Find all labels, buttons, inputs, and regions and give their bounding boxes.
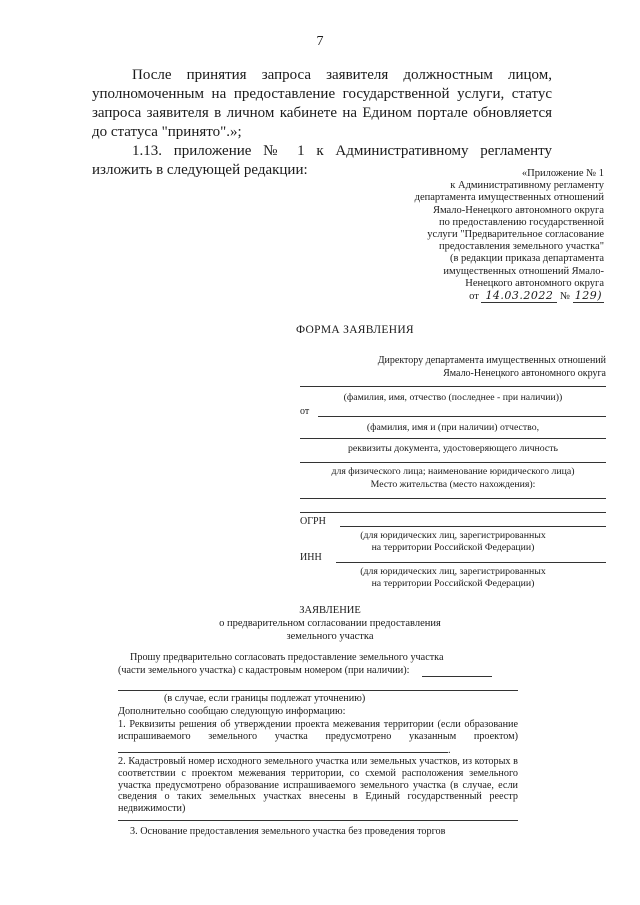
paragraph-text: После принятия запроса заявителя должностным лицом, уполномоченным на предоставление государственной услуги, статус запроса заявителя в личном кабинете на Едином портале обновляется до статуса "принято".»;: [92, 67, 552, 140]
residence-label: Место жительства (место нахождения):: [370, 479, 536, 490]
caption-fio: (фамилия, имя, отчество (последнее - при наличии)): [343, 392, 563, 403]
appendix-line: «Приложение № 1: [521, 168, 604, 179]
ogrn-field[interactable]: [340, 526, 606, 527]
statement-heading: [200, 604, 460, 643]
statement-subtitle: о предварительном согласовании предоставления: [219, 618, 441, 629]
appendix-line: Ненецкого автономного округа: [465, 277, 604, 289]
addressee-line: Ямало-Ненецкого автономного округа: [443, 368, 606, 379]
item-2-field[interactable]: [118, 820, 518, 821]
statement-title: ЗАЯВЛЕНИЕ: [299, 605, 361, 616]
statement-subtitle: земельного участка: [286, 631, 374, 642]
inn-label: ИНН: [300, 552, 322, 563]
cadastral-number-field[interactable]: [422, 676, 492, 677]
page-number: 7: [316, 34, 324, 49]
from-label: от: [300, 406, 310, 417]
appendix-header: [374, 168, 604, 303]
appendix-line: имущественных отношений Ямало-: [443, 265, 604, 277]
appendix-line: предоставления земельного участка": [439, 241, 604, 253]
appendix-date-line: от 14.03.2022 № 129): [469, 289, 602, 303]
residence-line-1[interactable]: [300, 498, 606, 499]
request-line-field[interactable]: [118, 690, 518, 691]
boundary-note: (в случае, если границы подлежат уточнению): [164, 693, 366, 704]
item-1-text: 1. Реквизиты решения об утверждении проекта межевания территории (если образование испрашиваемого земельного участка предусмотрено указанным проектом): [118, 719, 518, 742]
item-3: 3. Основание предоставления земельного участка без проведения торгов: [130, 826, 446, 837]
request-line-1: Прошу предварительно согласовать предоставление земельного участка: [130, 652, 444, 663]
appendix-line: услуги "Предварительное согласование: [427, 229, 604, 241]
item-2: [118, 756, 518, 815]
appendix-line: (в редакции приказа департамента: [449, 253, 604, 265]
caption-inn-1: (для юридических лиц, зарегистрированных: [360, 566, 546, 577]
appendix-line: Ямало-Ненецкого автономного округа: [432, 204, 604, 216]
appendix-line: департамента имущественных отношений: [414, 192, 604, 204]
caption-doc: реквизиты документа, удостоверяющего личность: [347, 443, 559, 454]
item-1: 1. Реквизиты решения об утверждении проекта межевания территории (если образование испрашиваемого земельного участка предусмотрено указанным проектом) .: [118, 719, 518, 756]
request-line-2: (части земельного участка) с кадастровым номером (при наличии):: [118, 665, 410, 676]
handwritten-number: 129): [574, 289, 602, 303]
item-1-field[interactable]: [118, 743, 448, 753]
caption-inn-2: на территории Российской Федерации): [371, 578, 535, 589]
residence-line-2[interactable]: [300, 512, 606, 513]
applicant-line[interactable]: [318, 416, 606, 417]
item-2-text: 2. Кадастровый номер исходного земельного участка или земельных участков, из которых в соответствии с проектом межевания территории, со схемой расположения земельного участка предусмотрено образование испрашиваемого земельного участка (в случае, если сведения о таких земельных участках внесены в Единый государственный реестр недвижимости): [118, 756, 518, 815]
extra-info-label: Дополнительно сообщаю следующую информацию:: [118, 706, 346, 717]
appendix-line: по предоставлению государственной: [438, 216, 604, 228]
handwritten-date: 14.03.2022: [481, 289, 557, 303]
caption-ogrn-1: (для юридических лиц, зарегистрированных: [360, 530, 546, 541]
addressee-line: Директору департамента имущественных отношений: [377, 355, 606, 366]
caption-ogrn-2: на территории Российской Федерации): [371, 542, 535, 553]
ogrn-label: ОГРН: [300, 516, 326, 527]
paragraph-text: 1.13. приложение № 1 к Административному регламенту изложить в следующей редакции:: [92, 143, 552, 178]
fio-line[interactable]: [300, 386, 606, 387]
inn-field[interactable]: [336, 562, 606, 563]
form-title: ФОРМА ЗАЯВЛЕНИЯ: [296, 324, 414, 336]
caption-entity: для физического лица; наименование юридического лица): [331, 466, 575, 477]
applicant-line-3[interactable]: [300, 462, 606, 463]
appendix-line: к Административному регламенту: [450, 180, 604, 192]
paragraph-status-accepted: [92, 66, 552, 142]
caption-fio2: (фамилия, имя и (при наличии) отчество,: [366, 422, 540, 433]
applicant-line-2[interactable]: [300, 438, 606, 439]
